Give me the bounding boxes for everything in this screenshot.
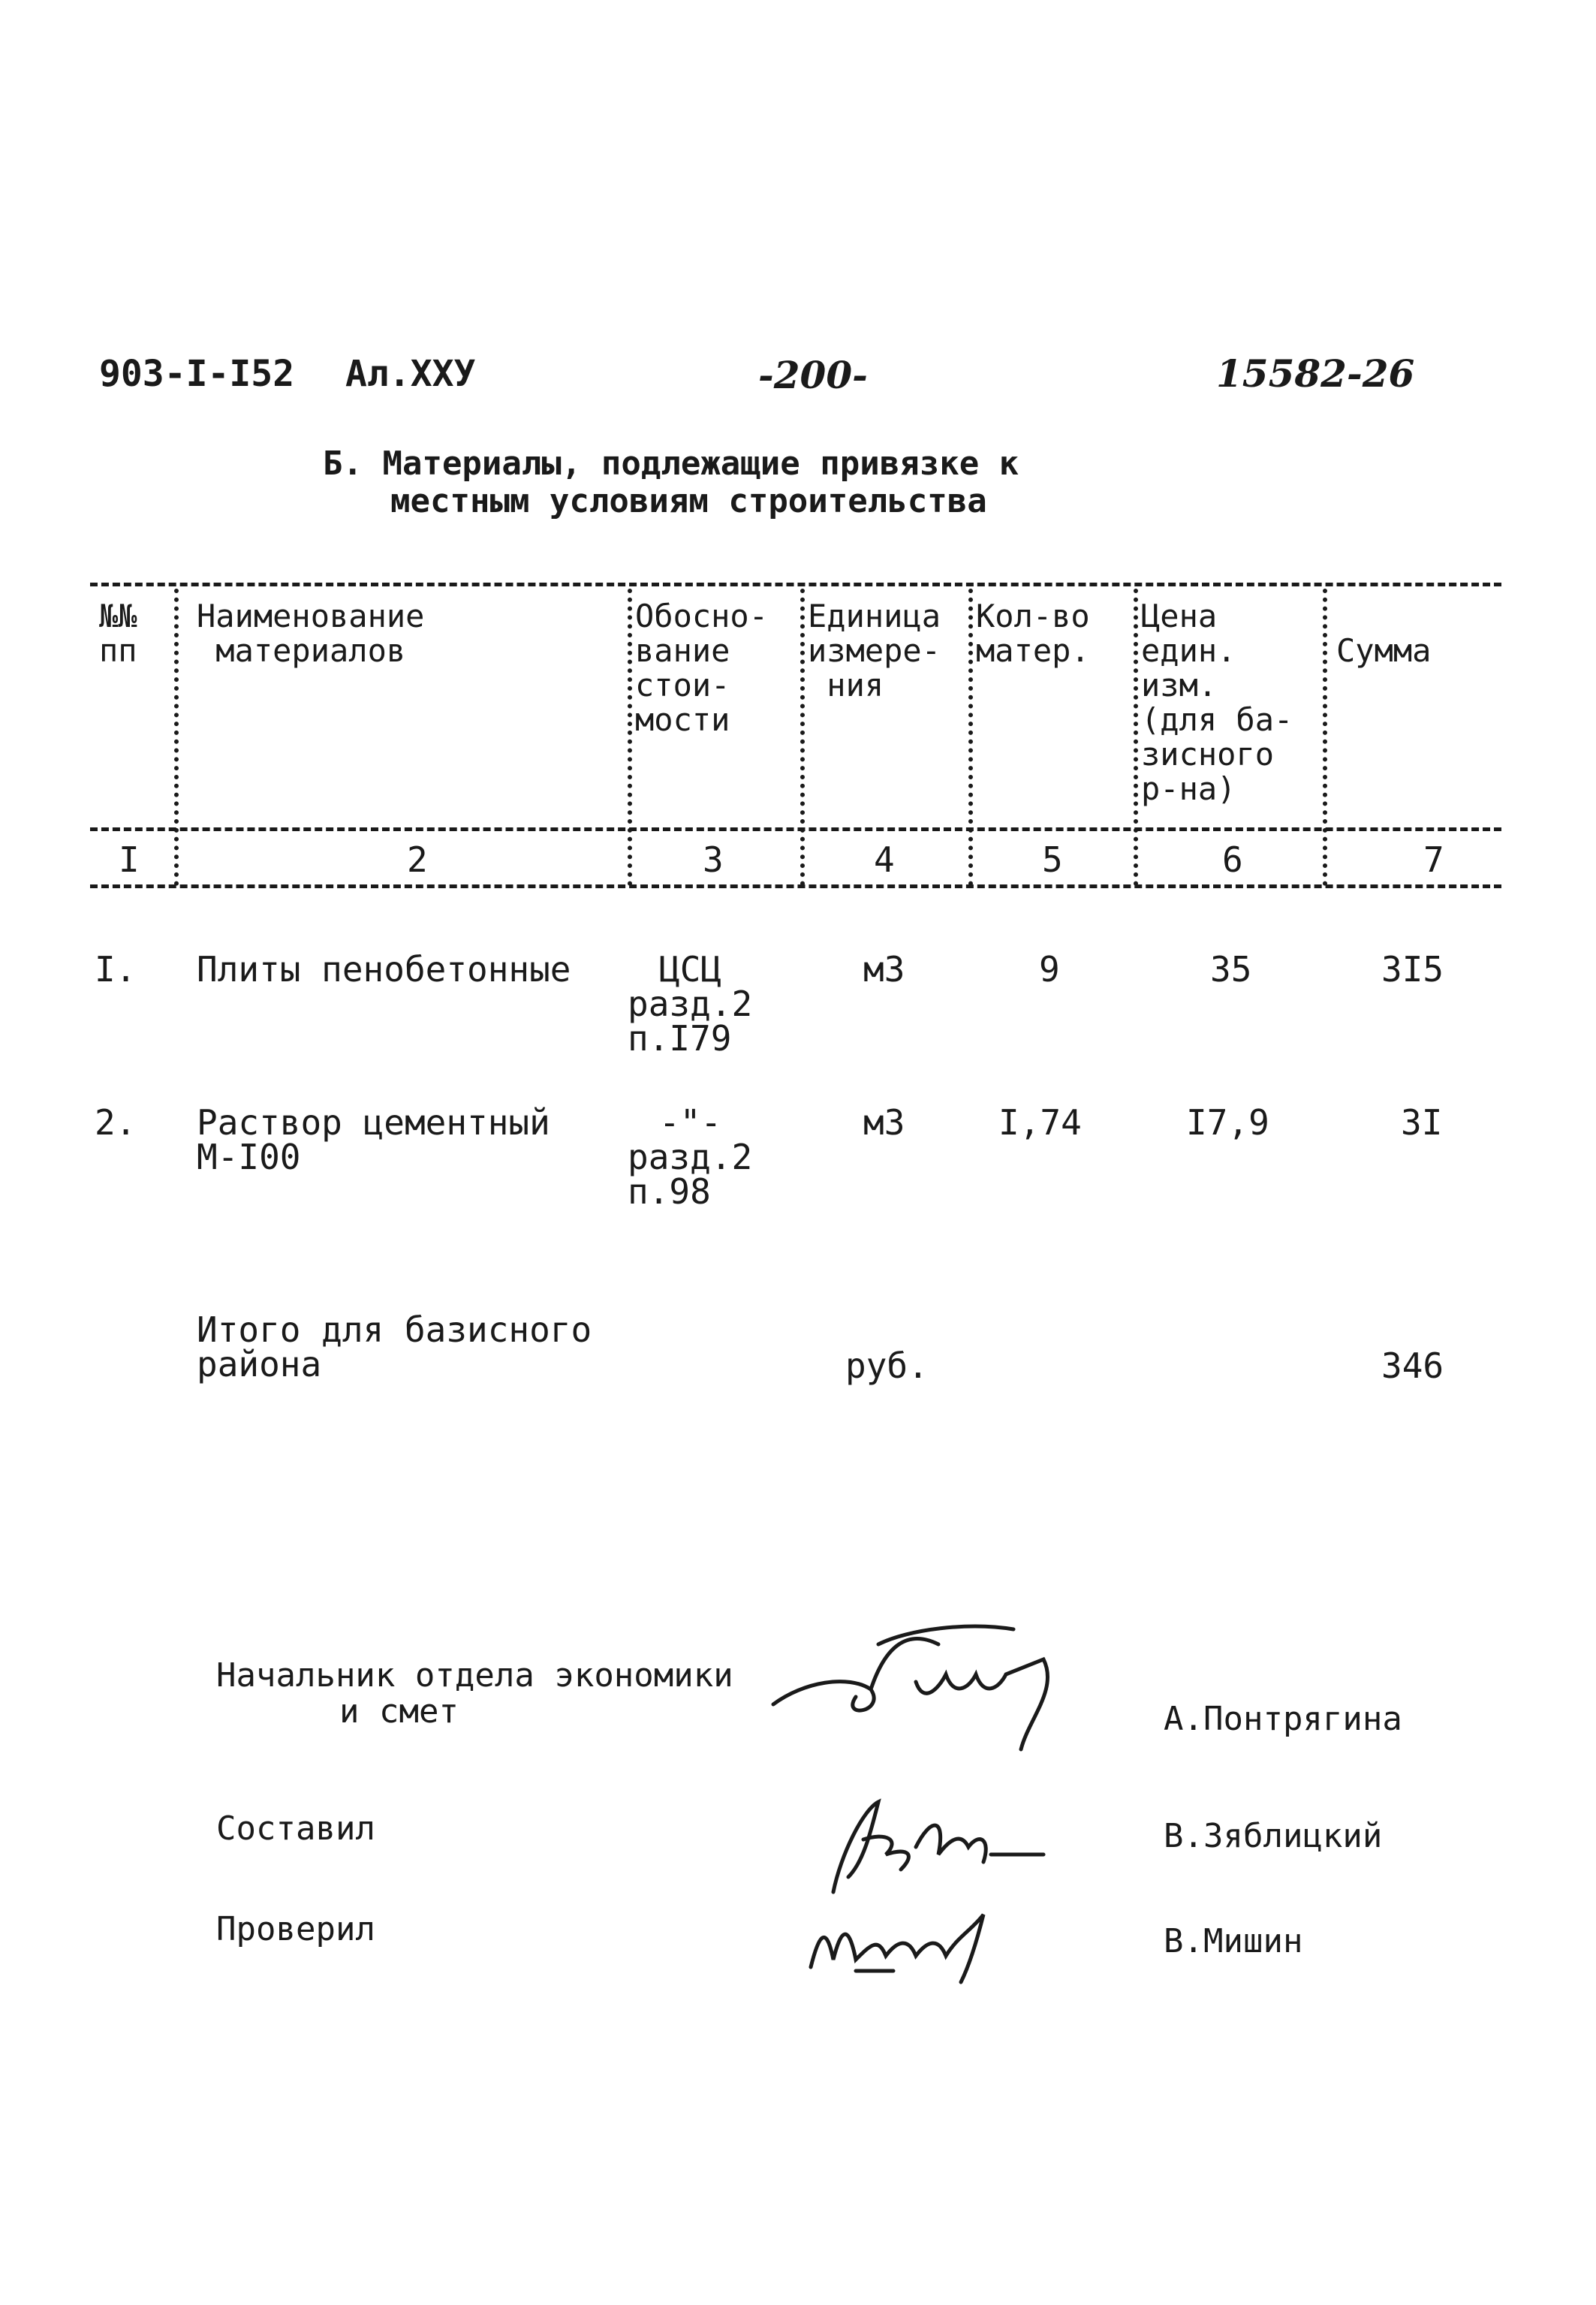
quantity: 9 <box>1039 949 1060 990</box>
column-divider <box>1323 589 1327 886</box>
column-number: 2 <box>407 839 428 880</box>
column-number: 4 <box>874 839 895 880</box>
unit-price: I7,9 <box>1186 1102 1269 1143</box>
signature-pontryagina <box>758 1614 1089 1764</box>
column-header: Кол-во матер. <box>976 598 1090 669</box>
unit: м3 <box>863 949 905 990</box>
column-header: №№ пп <box>99 598 137 669</box>
table-top-rule <box>90 583 1501 586</box>
total-unit: руб. <box>845 1345 929 1386</box>
column-header: Цена един. изм. (для ба- зисного р-на) <box>1141 598 1293 807</box>
column-header: Обосно- вание стои- мости <box>635 598 769 738</box>
column-header: Единица измере- ния <box>808 598 941 704</box>
row-sum: 3I <box>1401 1102 1443 1143</box>
signatory-name: В.Зяблицкий <box>1164 1817 1383 1855</box>
column-divider <box>968 589 973 886</box>
column-number: 7 <box>1423 839 1444 880</box>
cost-basis: ЦСЦ разд.2 п.I79 <box>628 949 753 1059</box>
column-header: Сумма <box>1336 632 1432 669</box>
signatory-role: Составил <box>216 1809 375 1848</box>
table-header-rule <box>90 827 1501 831</box>
column-number: 3 <box>703 839 724 880</box>
section-title-line1: Б. Материалы, подлежащие привязке к <box>323 444 1019 483</box>
column-divider <box>1134 589 1138 886</box>
total-sum: 346 <box>1381 1345 1444 1386</box>
signature-zyablitsky <box>818 1787 1058 1900</box>
column-header: Наименование материалов <box>197 598 425 669</box>
signatory-name: В.Мишин <box>1164 1922 1303 1960</box>
table-number-rule <box>90 884 1501 888</box>
unit-price: 35 <box>1210 949 1252 990</box>
page-number: -200- <box>758 353 868 397</box>
unit: м3 <box>863 1102 905 1143</box>
cost-basis: -"- разд.2 п.98 <box>628 1102 753 1212</box>
column-number: 5 <box>1042 839 1063 880</box>
signature-mishin <box>796 1892 1013 1990</box>
column-number: I <box>119 839 140 880</box>
column-divider <box>174 589 179 886</box>
document-code: 903-I-I52 <box>99 353 295 395</box>
material-name: Плиты пенобетонные <box>197 949 571 990</box>
section-title-line2: местным условиям строительства <box>390 482 987 520</box>
signatory-name: А.Понтрягина <box>1164 1700 1402 1738</box>
total-label: Итого для базисного района <box>197 1309 592 1385</box>
column-number: 6 <box>1222 839 1243 880</box>
row-number: 2. <box>95 1102 137 1143</box>
column-divider <box>800 589 805 886</box>
quantity: I,74 <box>998 1102 1082 1143</box>
album-number: Ал.XXУ <box>345 353 476 395</box>
signatory-role: Начальник отдела экономики и смет <box>216 1656 733 1731</box>
material-name: Раствор цементный М-I00 <box>197 1102 550 1177</box>
column-divider <box>628 589 632 886</box>
inventory-number: 15582-26 <box>1216 351 1415 396</box>
signatory-role: Проверил <box>216 1910 375 1948</box>
row-number: I. <box>95 949 137 990</box>
row-sum: 3I5 <box>1381 949 1444 990</box>
